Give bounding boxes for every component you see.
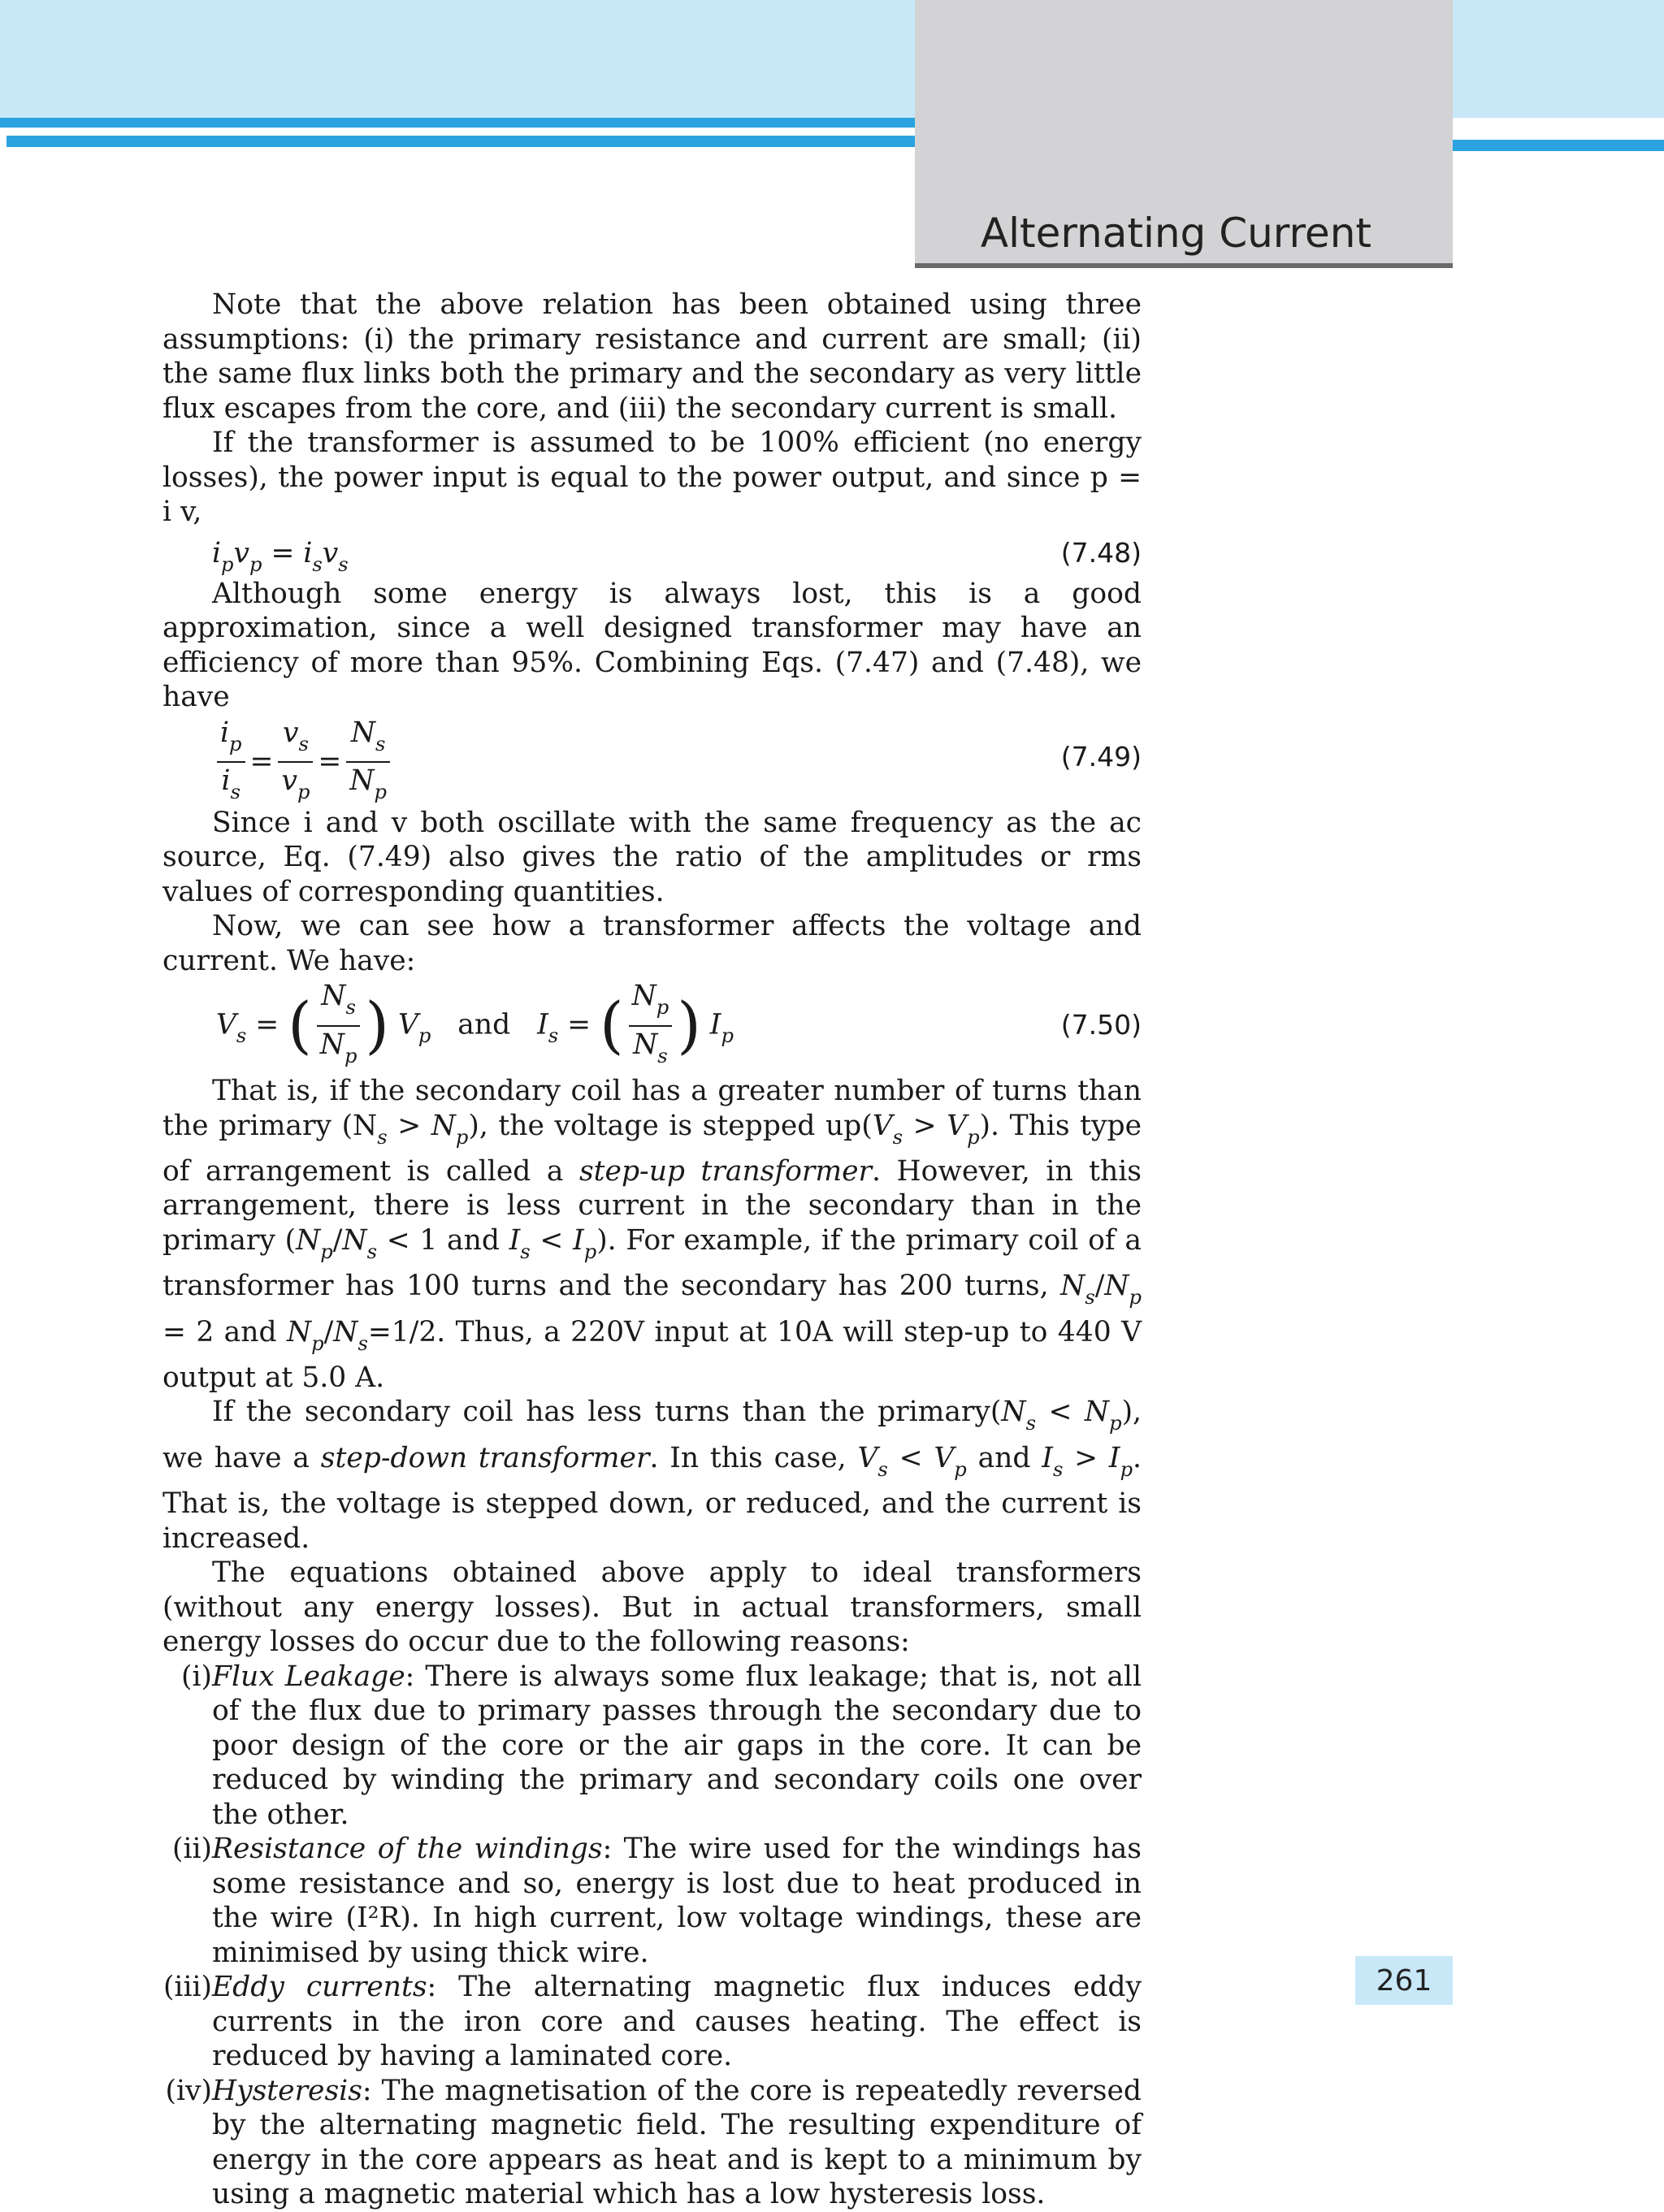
header-rule bbox=[0, 118, 916, 128]
header-rule bbox=[6, 136, 916, 147]
paragraph: Now, we can see how a transformer affects the voltage and current. We have: bbox=[162, 910, 1142, 977]
and-label: and bbox=[457, 1008, 511, 1041]
equation-7-50: $V_s$ = ( $\frac{N_s}{N_p}$ ) $V_p$ and $I_s$ = ( $\frac{N_p}{N_s}$ ) $I_p$ (7.50) bbox=[216, 980, 1142, 1067]
equation-7-49: $\frac{i_p}{i_s}$ = $\frac{v_s}{v_p}$ = $\frac{N_s}{N_p}$ (7.49) bbox=[162, 715, 1142, 806]
chapter-header-tab bbox=[915, 0, 1453, 268]
paragraph: Although some energy is always lost, this is a good approximation, since a well designed transformer may have an efficiency of more than 95%. Combining Eqs. (7.47) and (7.48), we have bbox=[162, 577, 1142, 713]
chapter-title: Alternating Current bbox=[980, 210, 1372, 257]
equation-7-48: $i_pv_p = i_sv_s$ (7.48) bbox=[162, 530, 1142, 577]
page-content bbox=[162, 288, 1142, 2212]
paragraph: That is, if the secondary coil has a greater number of turns than the primary $(N_s > N_p)$, the voltage is stepped $up(V_s > V_p)$. This type of arrangement is called a step-up transformer. However, in this arrangement, there is less current in the secondary than in the primary ($N_p/N_s < 1$ and $I_s < I_p$). For example, if the primary coil of a transformer has 100 turns and the secondary has 200 turns, $N_s/N_p = 2$ and $N_p/N_s=1/2$. Thus, a 220V input at 10A will step-up to 440 V output at 5.0 A. bbox=[162, 1075, 1142, 1394]
losses-list bbox=[162, 1660, 1142, 2212]
paragraph: Note that the above relation has been obtained using three assumptions: (i) the primary resistance and current are small; (ii) the same flux links both the primary and the secondary as very little flux escapes from the core, and (iii) the secondary current is small. bbox=[162, 288, 1142, 425]
paragraph: If the transformer is assumed to be 100% efficient (no energy losses), the power input is equal to the power output, and since p = i v, bbox=[162, 426, 1142, 528]
paragraph: If the secondary coil has less turns than the $primary(N_s < N_p)$, we have a step-down transformer. In this case, $V_s < V_p$ and $I_s > I_p$. That is, the voltage is stepped down, or reduced, and the current is increased. bbox=[162, 1396, 1142, 1555]
page-number: 261 bbox=[1355, 1956, 1453, 2005]
list-item: (i) Flux Leakage: There is always some flux leakage; that is, not all of the flux due to primary passes through the secondary due to poor design of the core or the air gaps in the core. It can be reduced by winding the primary and secondary coils one over the other. bbox=[181, 1660, 1142, 1831]
paragraph: Since i and v both oscillate with the same frequency as the ac source, Eq. (7.49) also gives the ratio of the amplitudes or rms values of corresponding quantities. bbox=[162, 806, 1142, 908]
list-item: (iii) Eddy currents: The alternating magnetic flux induces eddy currents in the iron core and causes heating. The effect is reduced by having a laminated core. bbox=[162, 1971, 1142, 2073]
list-item: (ii) Resistance of the windings: The wire used for the windings has some resistance and so, energy is lost due to heat produced in the wire (I²R). In high current, low voltage windings, these are minimised by using thick wire. bbox=[172, 1833, 1142, 1969]
equation-number: (7.50) bbox=[1060, 1009, 1142, 1041]
list-item: (iv) Hysteresis: The magnetisation of the core is repeatedly reversed by the alternating magnetic field. The resulting expenditure of energy in the core appears as heat and is kept to a minimum by using a magnetic material which has a low hysteresis loss. bbox=[165, 2074, 1142, 2211]
header-rule bbox=[1453, 140, 1664, 151]
equation-number: (7.49) bbox=[1060, 740, 1142, 773]
equation-number: (7.48) bbox=[1060, 536, 1142, 569]
paragraph: The equations obtained above apply to ideal transformers (without any energy losses). But in actual transformers, small energy losses do occur due to the following reasons: bbox=[162, 1556, 1142, 1659]
